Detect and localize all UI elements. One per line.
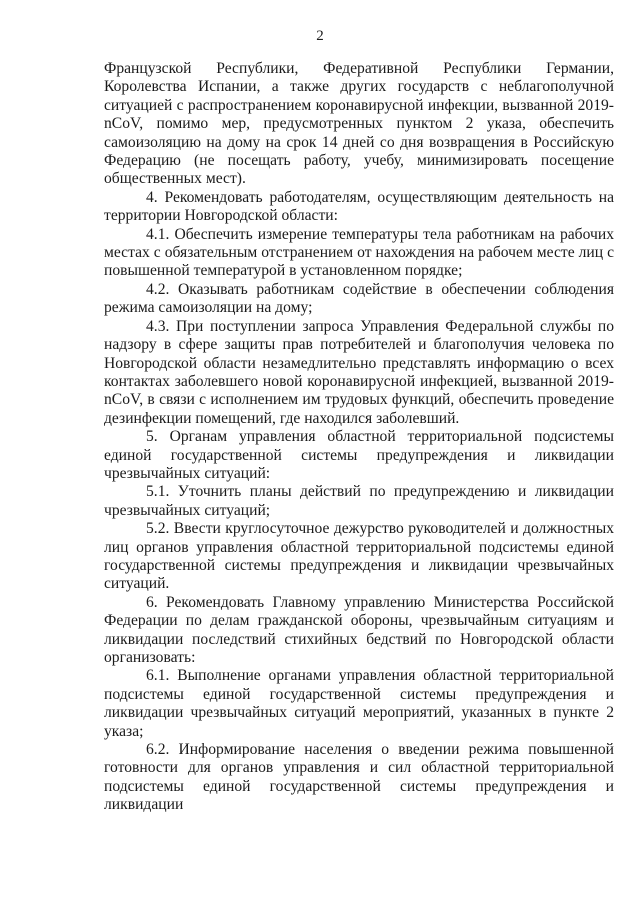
- paragraph-item-5: 5. Органам управления областной территориальной подсистемы единой государственной системы предупреждения и ликвидации чрезвычайных ситуаций:: [104, 428, 614, 482]
- document-body: [104, 60, 614, 815]
- paragraph-item-5-2: 5.2. Ввести круглосуточное дежурство руководителей и должностных лиц органов управления областной территориальной подсистемы единой государственной системы предупреждения и ликвидации чрезвычайных ситуаций.: [104, 520, 614, 593]
- paragraph-item-6-2: 6.2. Информирование населения о введении режима повышенной готовности для органов управления и сил областной территориальной подсистемы единой государственной системы предупреждения и ликвидации: [104, 741, 614, 814]
- paragraph-item-6-1: 6.1. Выполнение органами управления областной территориальной подсистемы единой государственной системы предупреждения и ликвидации чрезвычайных ситуаций мероприятий, указанных в пункте 2 указа;: [104, 667, 614, 740]
- paragraph-continuation: Французской Республики, Федеративной Республики Германии, Королевства Испании, а также других государств с неблагополучной ситуацией с распространением коронавирусной инфекции, вызванной 2019-nCoV, помимо мер, предусмотренных пунктом 2 указа, обеспечить самоизоляцию на дому на срок 14 дней со дня возвращения в Российскую Федерацию (не посещать работу, учебу, минимизировать посещение общественных мест).: [104, 60, 614, 188]
- paragraph-item-4-3: 4.3. При поступлении запроса Управления Федеральной службы по надзору в сфере защиты прав потребителей и благополучия человека по Новгородской области незамедлительно представлять информацию о всех контактах заболевшего новой коронавирусной инфекцией, вызванной 2019-nCoV, в связи с исполнением им трудовых функций, обеспечить проведение дезинфекции помещений, где находился заболевший.: [104, 317, 614, 427]
- paragraph-item-6: 6. Рекомендовать Главному управлению Министерства Российской Федерации по делам гражданской обороны, чрезвычайным ситуациям и ликвидации последствий стихийных бедствий по Новгородской области организовать:: [104, 593, 614, 666]
- paragraph-item-5-1: 5.1. Уточнить планы действий по предупреждению и ликвидации чрезвычайных ситуаций;: [104, 483, 614, 519]
- page-number: 2: [316, 28, 324, 44]
- paragraph-item-4-1: 4.1. Обеспечить измерение температуры тела работникам на рабочих местах с обязательным отстранением от нахождения на рабочем месте лиц с повышенной температурой в установленном порядке;: [104, 225, 614, 280]
- paragraph-item-4: 4. Рекомендовать работодателям, осуществляющим деятельность на территории Новгородской области:: [104, 188, 614, 225]
- paragraph-item-4-2: 4.2. Оказывать работникам содействие в обеспечении соблюдения режима самоизоляции на дому;: [104, 280, 614, 317]
